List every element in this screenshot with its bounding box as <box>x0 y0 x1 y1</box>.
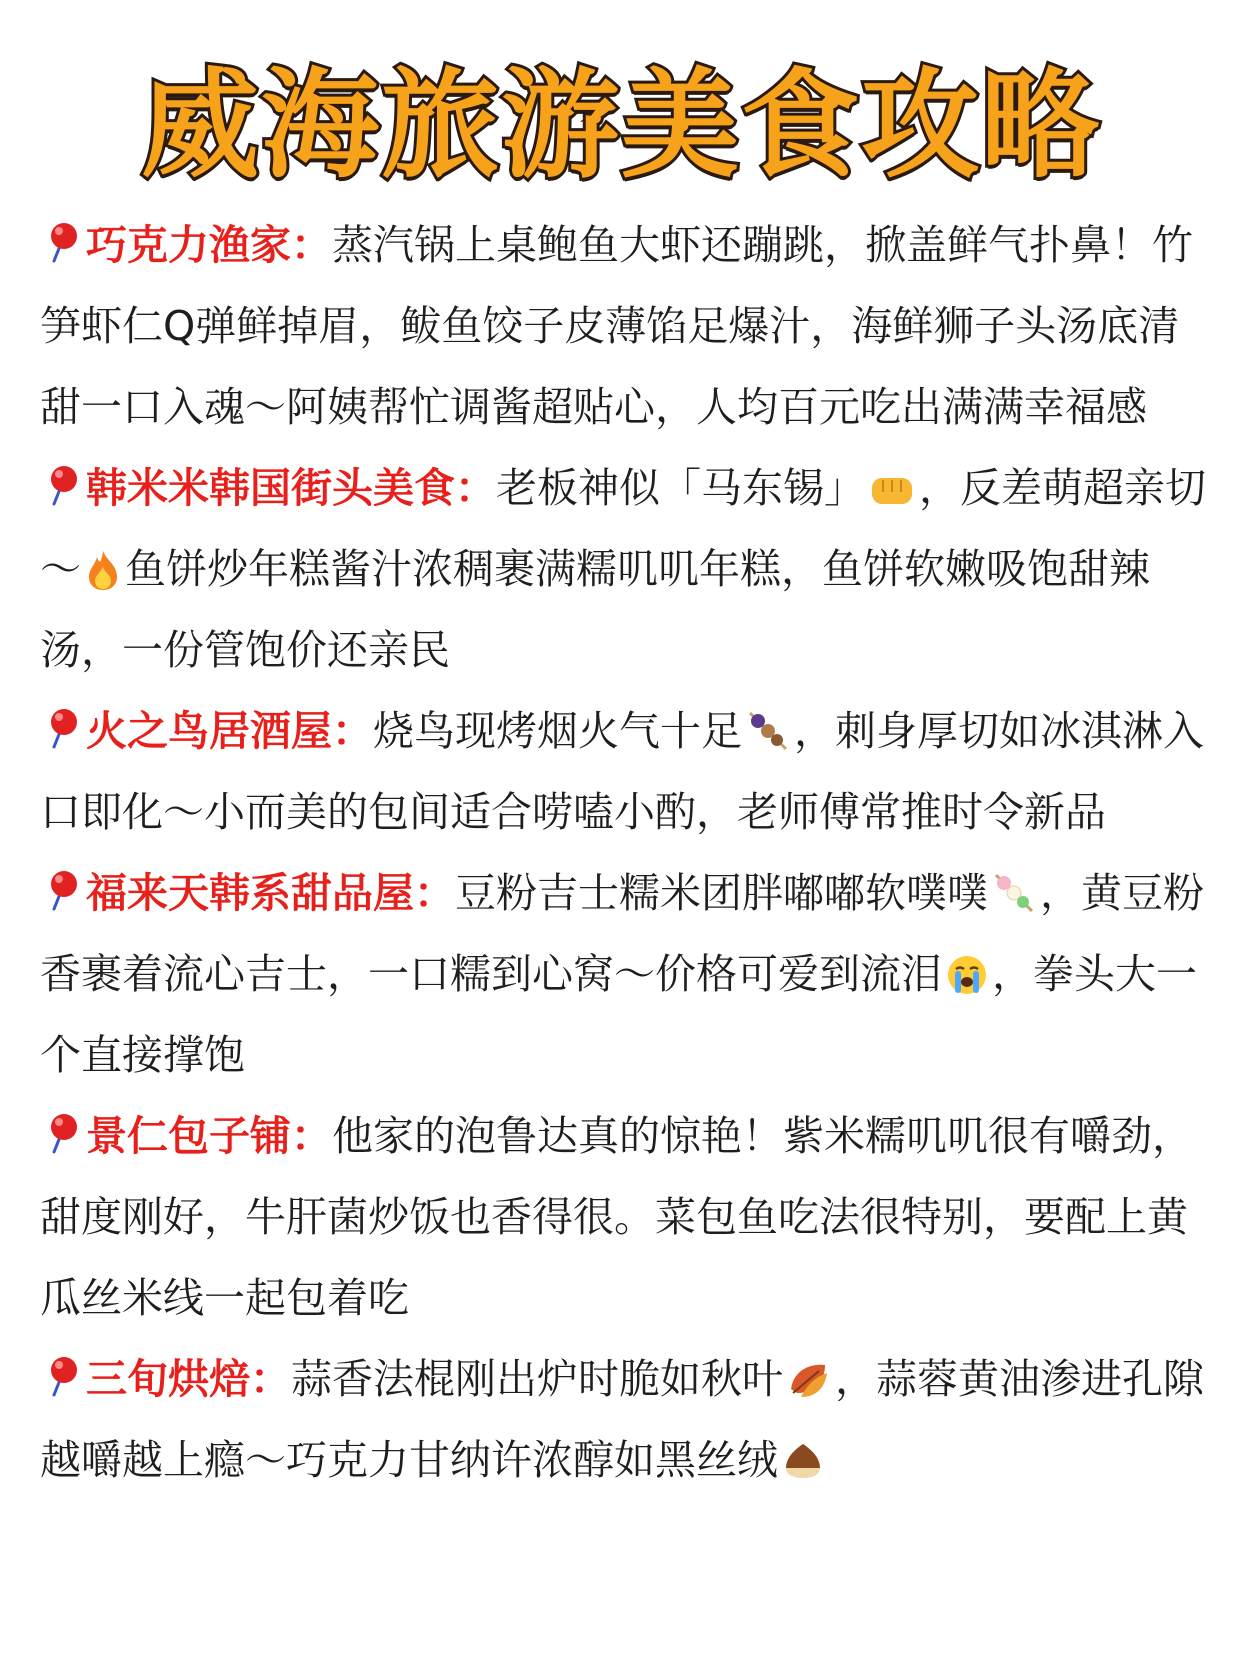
entry-name: 火之鸟居酒屋： <box>86 707 373 755</box>
entry-text: ，刺身厚切如冰淇淋入口即化～小而美的包间适合唠嗑小酌，老师傅常推时令新品 <box>40 707 1204 836</box>
entry-text: ，拳头大一个直接撑饱 <box>40 950 1197 1079</box>
entry-name: 福来天韩系甜品屋： <box>86 869 455 917</box>
dango-icon <box>992 871 1036 915</box>
round-pushpin-icon <box>40 221 80 265</box>
entry-text: 老板神似「马东锡」 <box>496 464 865 512</box>
chestnut-icon <box>782 1440 824 1482</box>
entry-text: 他家的泡鲁达真的惊艳！紫米糯叽叽很有嚼劲，甜度刚好，牛肝菌炒饭也香得很。菜包鱼吃法很特别，要配上黄瓜丝米线一起包着吃 <box>40 1112 1193 1322</box>
entry-name: 景仁包子铺： <box>86 1112 332 1160</box>
entry-text: 豆粉吉士糯米团胖嘟嘟软噗噗 <box>455 869 988 917</box>
round-pushpin-icon <box>40 1355 80 1399</box>
fallen-leaf-icon <box>787 1359 831 1401</box>
entry-sanxun <box>40 1339 1210 1501</box>
entry-text: 蒜香法棍刚出炉时脆如秋叶 <box>291 1355 783 1403</box>
entry-text: 蒸汽锅上桌鲍鱼大虾还蹦跳，掀盖鲜气扑鼻！竹笋虾仁Q弹鲜掉眉，鲅鱼饺子皮薄馅足爆汁，海鲜狮子头汤底清甜一口入魂～阿姨帮忙调酱超贴心，人均百元吃出满满幸福感 <box>40 221 1193 431</box>
entry-text: 鱼饼炒年糕酱汁浓稠裹满糯叽叽年糕，鱼饼软嫩吸饱甜辣汤，一份管饱价还亲民 <box>40 545 1150 674</box>
round-pushpin-icon <box>40 707 80 751</box>
entry-name: 韩米米韩国街头美食： <box>86 464 496 512</box>
entry-text: 烧鸟现烤烟火气十足 <box>373 707 742 755</box>
page-title: 威海旅游美食攻略 <box>140 56 1101 194</box>
entry-qiaokeli-yujia <box>40 205 1210 448</box>
entry-name: 巧克力渔家： <box>86 221 332 269</box>
round-pushpin-icon <box>40 1112 80 1156</box>
yakitori-icon <box>746 709 790 753</box>
fire-icon <box>85 549 121 591</box>
entry-fulaitian <box>40 853 1210 1096</box>
entry-list <box>40 205 1210 1501</box>
entry-hanmimi <box>40 448 1210 691</box>
entry-text: ，蒜蓉黄油渗进孔隙越嚼越上瘾～巧克力甘纳许浓醇如黑丝绒 <box>40 1355 1204 1484</box>
entry-name: 三旬烘焙： <box>86 1355 291 1403</box>
oncoming-fist-icon <box>869 470 915 510</box>
round-pushpin-icon <box>40 464 80 508</box>
entry-text: ，黄豆粉香裹着流心吉士，一口糯到心窝～价格可爱到流泪 <box>40 869 1204 998</box>
loudly-crying-face-icon <box>946 954 988 996</box>
round-pushpin-icon <box>40 869 80 913</box>
entry-text: ，反差萌超亲切～ <box>40 464 1206 593</box>
entry-jingren <box>40 1096 1210 1339</box>
entry-huozhiniao <box>40 691 1210 853</box>
